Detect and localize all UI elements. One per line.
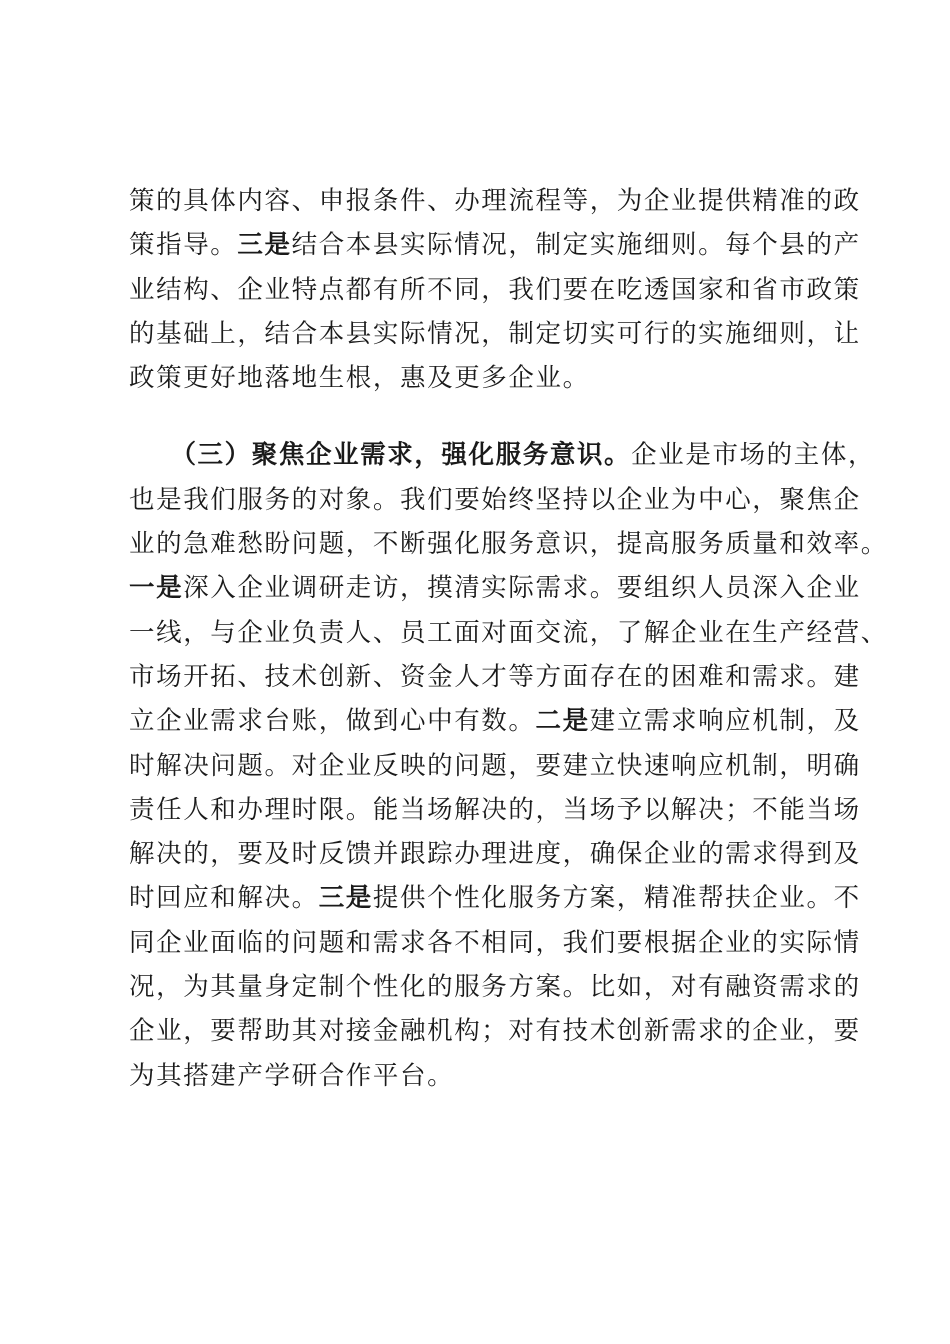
paragraph-gap xyxy=(129,400,849,433)
bold-text-run: （三）聚焦企业需求，强化服务意识。 xyxy=(129,440,632,471)
text-line xyxy=(129,921,861,965)
text-run: 企业是市场的主体， xyxy=(631,440,876,471)
text-run: 市场开拓、技术创新、资金人才等方面存在的困难和需求。建 xyxy=(129,661,861,692)
text-line xyxy=(129,223,861,267)
text-line xyxy=(129,268,861,312)
text-run: 策的具体内容、申报条件、办理流程等，为企业提供精准的政 xyxy=(129,186,861,216)
bold-text-run: 二是 xyxy=(535,706,590,737)
bold-text-run: 三是 xyxy=(237,230,292,261)
text-line xyxy=(129,699,861,743)
text-line xyxy=(129,744,861,788)
text-line xyxy=(129,965,861,1009)
paragraph-policy-guidance xyxy=(129,179,861,400)
text-run: 深入企业调研走访，摸清实际需求。要组织人员深入企业 xyxy=(183,573,861,604)
text-line xyxy=(129,655,861,699)
text-run: 业结构、企业特点都有所不同，我们要在吃透国家和省市政策 xyxy=(129,274,861,305)
text-line xyxy=(129,1054,849,1098)
text-run: 责任人和办理时限。能当场解决的，当场予以解决；不能当场 xyxy=(129,794,861,825)
text-line xyxy=(129,433,876,477)
text-run: 时回应和解决。 xyxy=(129,883,319,914)
text-run: 况，为其量身定制个性化的服务方案。比如，对有融资需求的 xyxy=(129,972,861,1003)
text-run: 为其搭建产学研合作平台。 xyxy=(129,1060,455,1091)
text-run: 企业，要帮助其对接金融机构；对有技术创新需求的企业，要 xyxy=(129,1016,861,1047)
text-run: 政策更好地落地生根，惠及更多企业。 xyxy=(129,363,590,394)
text-run: 结合本县实际情况，制定实施细则。每个县的产 xyxy=(291,230,861,261)
text-line xyxy=(129,832,861,876)
text-run: 的基础上，结合本县实际情况，制定切实可行的实施细则，让 xyxy=(129,318,861,349)
text-line xyxy=(129,566,861,610)
text-run: 立企业需求台账，做到心中有数。 xyxy=(129,706,536,737)
text-run: 业的急难愁盼问题，不断强化服务意识，提高服务质量和效率。 xyxy=(129,529,888,560)
text-line xyxy=(129,522,888,566)
text-run: 一线，与企业负责人、员工面对面交流，了解企业在生产经营、 xyxy=(129,617,888,648)
bold-text-run: 一是 xyxy=(129,573,184,604)
text-line xyxy=(129,312,861,356)
text-run: 解决的，要及时反馈并跟踪办理进度，确保企业的需求得到及 xyxy=(129,839,861,870)
bold-text-run: 三是 xyxy=(318,883,373,914)
text-run: 也是我们服务的对象。我们要始终坚持以企业为中心，聚焦企 xyxy=(129,484,861,515)
text-run: 时解决问题。对企业反映的问题，要建立快速响应机制，明确 xyxy=(129,750,861,781)
document-body xyxy=(129,179,888,1098)
text-line xyxy=(129,1009,861,1053)
text-line xyxy=(129,611,888,655)
text-run: 策指导。 xyxy=(129,230,238,261)
text-run: 同企业面临的问题和需求各不相同，我们要根据企业的实际情 xyxy=(129,927,861,958)
paragraph-focus-enterprise-needs xyxy=(129,433,888,1097)
text-run: 建立需求响应机制，及 xyxy=(589,706,861,737)
text-line xyxy=(129,876,861,920)
text-run: 提供个性化服务方案，精准帮扶企业。不 xyxy=(372,883,861,914)
text-line xyxy=(129,179,861,223)
text-line xyxy=(129,788,861,832)
text-line xyxy=(129,478,861,522)
text-line xyxy=(129,356,849,400)
